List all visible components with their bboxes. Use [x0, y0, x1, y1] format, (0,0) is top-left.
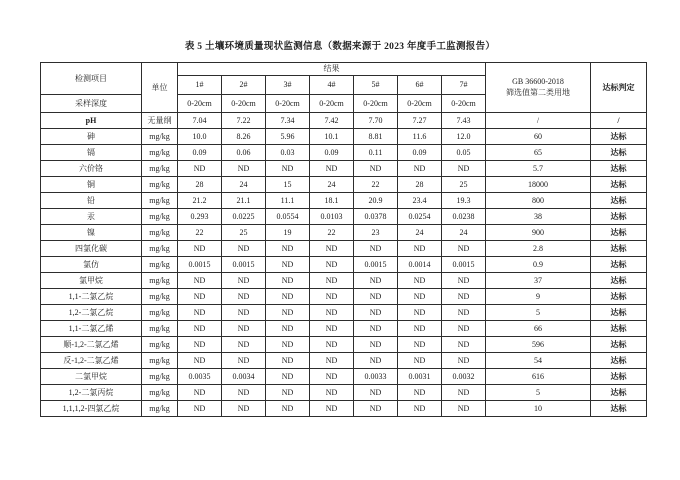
value-cell: 0.0225	[222, 209, 266, 225]
judgment-cell: 达标	[591, 385, 647, 401]
value-cell: ND	[178, 241, 222, 257]
value-cell: ND	[266, 161, 310, 177]
header-depth-3: 0-20cm	[266, 95, 310, 113]
value-cell: ND	[442, 321, 486, 337]
value-cell: ND	[310, 241, 354, 257]
judgment-cell: 达标	[591, 129, 647, 145]
unit-cell: mg/kg	[142, 401, 178, 417]
value-cell: 5.96	[266, 129, 310, 145]
value-cell: 0.0238	[442, 209, 486, 225]
value-cell: 25	[222, 225, 266, 241]
value-cell: ND	[222, 289, 266, 305]
value-cell: 8.81	[354, 129, 398, 145]
unit-cell: 无量纲	[142, 113, 178, 129]
header-sample-2: 2#	[222, 76, 266, 95]
value-cell: 0.0014	[398, 257, 442, 273]
header-judgment: 达标判定	[591, 63, 647, 113]
unit-cell: mg/kg	[142, 209, 178, 225]
value-cell: 11.6	[398, 129, 442, 145]
judgment-cell: 达标	[591, 193, 647, 209]
value-cell: ND	[442, 289, 486, 305]
standard-value-cell: 5.7	[486, 161, 591, 177]
standard-value-cell: 0.9	[486, 257, 591, 273]
value-cell: ND	[266, 401, 310, 417]
standard-value-cell: 37	[486, 273, 591, 289]
unit-cell: mg/kg	[142, 273, 178, 289]
value-cell: ND	[398, 273, 442, 289]
value-cell: 10.0	[178, 129, 222, 145]
judgment-cell: 达标	[591, 145, 647, 161]
value-cell: 0.0015	[222, 257, 266, 273]
value-cell: 0.0033	[354, 369, 398, 385]
value-cell: ND	[266, 369, 310, 385]
header-sample-6: 6#	[398, 76, 442, 95]
unit-cell: mg/kg	[142, 321, 178, 337]
table-row	[41, 209, 647, 225]
standard-value-cell: 5	[486, 385, 591, 401]
item-cell: 二氯甲烷	[41, 369, 142, 385]
value-cell: ND	[222, 401, 266, 417]
value-cell: 22	[178, 225, 222, 241]
item-cell: 铅	[41, 193, 142, 209]
value-cell: ND	[398, 305, 442, 321]
header-unit: 单位	[142, 63, 178, 113]
unit-cell: mg/kg	[142, 193, 178, 209]
item-cell: 氯仿	[41, 257, 142, 273]
value-cell: 0.0378	[354, 209, 398, 225]
unit-cell: mg/kg	[142, 257, 178, 273]
value-cell: ND	[398, 161, 442, 177]
table-row	[41, 305, 647, 321]
value-cell: ND	[178, 321, 222, 337]
value-cell: ND	[266, 257, 310, 273]
item-cell: 汞	[41, 209, 142, 225]
value-cell: ND	[442, 401, 486, 417]
item-cell: 六价铬	[41, 161, 142, 177]
value-cell: 0.06	[222, 145, 266, 161]
header-standard-line1: GB 36600-2018	[512, 76, 564, 86]
judgment-cell: /	[591, 113, 647, 129]
table-row	[41, 113, 647, 129]
judgment-cell: 达标	[591, 225, 647, 241]
header-sample-3: 3#	[266, 76, 310, 95]
judgment-cell: 达标	[591, 209, 647, 225]
judgment-cell: 达标	[591, 401, 647, 417]
unit-cell: mg/kg	[142, 241, 178, 257]
value-cell: 24	[398, 225, 442, 241]
item-cell: 1,1,1,2-四氯乙烷	[41, 401, 142, 417]
value-cell: ND	[398, 353, 442, 369]
value-cell: ND	[310, 337, 354, 353]
value-cell: 7.34	[266, 113, 310, 129]
value-cell: ND	[354, 241, 398, 257]
unit-cell: mg/kg	[142, 177, 178, 193]
value-cell: ND	[354, 305, 398, 321]
standard-value-cell: 900	[486, 225, 591, 241]
value-cell: ND	[442, 305, 486, 321]
value-cell: ND	[178, 161, 222, 177]
value-cell: 28	[398, 177, 442, 193]
value-cell: ND	[222, 337, 266, 353]
value-cell: 0.09	[178, 145, 222, 161]
item-cell: 1,1-二氯乙烷	[41, 289, 142, 305]
header-standard	[486, 63, 591, 113]
value-cell: 23.4	[398, 193, 442, 209]
item-cell: 1,2-二氯乙烷	[41, 305, 142, 321]
value-cell: 0.0554	[266, 209, 310, 225]
header-sample-5: 5#	[354, 76, 398, 95]
value-cell: ND	[266, 305, 310, 321]
value-cell: ND	[354, 289, 398, 305]
value-cell: ND	[310, 257, 354, 273]
value-cell: ND	[178, 273, 222, 289]
value-cell: ND	[266, 337, 310, 353]
value-cell: ND	[222, 305, 266, 321]
table-row	[41, 257, 647, 273]
unit-cell: mg/kg	[142, 289, 178, 305]
item-cell: 反-1,2-二氯乙烯	[41, 353, 142, 369]
value-cell: 0.0015	[354, 257, 398, 273]
table-row	[41, 385, 647, 401]
value-cell: ND	[222, 161, 266, 177]
item-cell: 铜	[41, 177, 142, 193]
item-cell: 氯甲烷	[41, 273, 142, 289]
item-cell: 顺-1,2-二氯乙烯	[41, 337, 142, 353]
judgment-cell: 达标	[591, 369, 647, 385]
value-cell: ND	[354, 385, 398, 401]
judgment-cell: 达标	[591, 289, 647, 305]
judgment-cell: 达标	[591, 273, 647, 289]
table-row	[41, 145, 647, 161]
value-cell: 20.9	[354, 193, 398, 209]
standard-value-cell: 65	[486, 145, 591, 161]
table-row	[41, 129, 647, 145]
value-cell: 0.05	[442, 145, 486, 161]
value-cell: ND	[398, 385, 442, 401]
value-cell: 0.0032	[442, 369, 486, 385]
table-row	[41, 337, 647, 353]
value-cell: ND	[266, 353, 310, 369]
value-cell: 24	[442, 225, 486, 241]
header-standard-line2: 筛选值第二类用地	[506, 87, 571, 97]
value-cell: ND	[354, 353, 398, 369]
header-depth-label: 采样深度	[41, 95, 142, 113]
value-cell: 12.0	[442, 129, 486, 145]
header-row-result	[41, 63, 647, 76]
value-cell: ND	[178, 401, 222, 417]
value-cell: ND	[310, 385, 354, 401]
value-cell: ND	[266, 241, 310, 257]
value-cell: 0.0254	[398, 209, 442, 225]
value-cell: 24	[222, 177, 266, 193]
value-cell: ND	[266, 321, 310, 337]
page-title: 表 5 土壤环境质量现状监测信息（数据来源于 2023 年度手工监测报告）	[184, 42, 496, 52]
judgment-cell: 达标	[591, 321, 647, 337]
value-cell: ND	[398, 337, 442, 353]
unit-cell: mg/kg	[142, 353, 178, 369]
value-cell: ND	[354, 321, 398, 337]
item-cell: 1,1-二氯乙烯	[41, 321, 142, 337]
header-depth-6: 0-20cm	[398, 95, 442, 113]
value-cell: ND	[310, 305, 354, 321]
value-cell: ND	[310, 401, 354, 417]
header-depth-2: 0-20cm	[222, 95, 266, 113]
value-cell: 24	[310, 177, 354, 193]
value-cell: 21.1	[222, 193, 266, 209]
header-sample-1: 1#	[178, 76, 222, 95]
value-cell: ND	[310, 273, 354, 289]
table-body	[41, 113, 647, 417]
value-cell: 21.2	[178, 193, 222, 209]
unit-cell: mg/kg	[142, 145, 178, 161]
value-cell: 0.0103	[310, 209, 354, 225]
standard-value-cell: 800	[486, 193, 591, 209]
value-cell: ND	[266, 273, 310, 289]
table-row	[41, 289, 647, 305]
judgment-cell: 达标	[591, 177, 647, 193]
judgment-cell: 达标	[591, 305, 647, 321]
table-row	[41, 241, 647, 257]
value-cell: ND	[222, 241, 266, 257]
value-cell: 0.0015	[442, 257, 486, 273]
value-cell: ND	[266, 385, 310, 401]
value-cell: 7.04	[178, 113, 222, 129]
unit-cell: mg/kg	[142, 369, 178, 385]
header-depth-4: 0-20cm	[310, 95, 354, 113]
value-cell: 0.03	[266, 145, 310, 161]
item-cell: 1,2-二氯丙烷	[41, 385, 142, 401]
item-cell: 镍	[41, 225, 142, 241]
value-cell: ND	[178, 289, 222, 305]
value-cell: 18.1	[310, 193, 354, 209]
table-header	[41, 63, 647, 113]
value-cell: 7.22	[222, 113, 266, 129]
unit-cell: mg/kg	[142, 161, 178, 177]
value-cell: 19.3	[442, 193, 486, 209]
value-cell: 0.0035	[178, 369, 222, 385]
value-cell: 7.27	[398, 113, 442, 129]
table-row	[41, 369, 647, 385]
value-cell: 0.09	[398, 145, 442, 161]
value-cell: ND	[310, 289, 354, 305]
value-cell: ND	[222, 353, 266, 369]
value-cell: 19	[266, 225, 310, 241]
header-sample-4: 4#	[310, 76, 354, 95]
header-item: 检测项目	[41, 63, 142, 95]
value-cell: 15	[266, 177, 310, 193]
value-cell: ND	[442, 337, 486, 353]
value-cell: ND	[178, 353, 222, 369]
header-depth-5: 0-20cm	[354, 95, 398, 113]
table-row	[41, 353, 647, 369]
value-cell: ND	[398, 241, 442, 257]
standard-value-cell: 2.8	[486, 241, 591, 257]
value-cell: 22	[310, 225, 354, 241]
standard-value-cell: /	[486, 113, 591, 129]
table-row	[41, 273, 647, 289]
judgment-cell: 达标	[591, 241, 647, 257]
value-cell: ND	[398, 289, 442, 305]
standard-value-cell: 10	[486, 401, 591, 417]
value-cell: 23	[354, 225, 398, 241]
value-cell: ND	[442, 273, 486, 289]
table-row	[41, 321, 647, 337]
value-cell: ND	[310, 353, 354, 369]
value-cell: 7.70	[354, 113, 398, 129]
judgment-cell: 达标	[591, 161, 647, 177]
value-cell: ND	[398, 401, 442, 417]
value-cell: ND	[354, 161, 398, 177]
value-cell: ND	[310, 369, 354, 385]
judgment-cell: 达标	[591, 257, 647, 273]
value-cell: 11.1	[266, 193, 310, 209]
value-cell: ND	[310, 161, 354, 177]
value-cell: ND	[442, 385, 486, 401]
unit-cell: mg/kg	[142, 129, 178, 145]
value-cell: 8.26	[222, 129, 266, 145]
unit-cell: mg/kg	[142, 305, 178, 321]
value-cell: ND	[398, 321, 442, 337]
value-cell: ND	[222, 273, 266, 289]
value-cell: ND	[222, 385, 266, 401]
value-cell: ND	[178, 337, 222, 353]
header-depth-7: 0-20cm	[442, 95, 486, 113]
value-cell: 0.11	[354, 145, 398, 161]
value-cell: 0.0031	[398, 369, 442, 385]
value-cell: ND	[442, 241, 486, 257]
table-row	[41, 225, 647, 241]
judgment-cell: 达标	[591, 337, 647, 353]
item-cell: 砷	[41, 129, 142, 145]
standard-value-cell: 18000	[486, 177, 591, 193]
standard-value-cell: 60	[486, 129, 591, 145]
standard-value-cell: 9	[486, 289, 591, 305]
value-cell: ND	[310, 321, 354, 337]
item-cell: 镉	[41, 145, 142, 161]
value-cell: 0.09	[310, 145, 354, 161]
value-cell: 28	[178, 177, 222, 193]
value-cell: 7.43	[442, 113, 486, 129]
standard-value-cell: 66	[486, 321, 591, 337]
value-cell: ND	[178, 305, 222, 321]
value-cell: ND	[178, 385, 222, 401]
item-cell: 四氯化碳	[41, 241, 142, 257]
monitoring-table	[40, 62, 647, 417]
value-cell: ND	[354, 401, 398, 417]
value-cell: ND	[442, 161, 486, 177]
value-cell: 22	[354, 177, 398, 193]
unit-cell: mg/kg	[142, 385, 178, 401]
value-cell: ND	[222, 321, 266, 337]
table-row	[41, 161, 647, 177]
value-cell: 10.1	[310, 129, 354, 145]
value-cell: ND	[354, 337, 398, 353]
table-row	[41, 401, 647, 417]
value-cell: ND	[354, 273, 398, 289]
unit-cell: mg/kg	[142, 337, 178, 353]
item-cell: pH	[41, 113, 142, 129]
header-sample-7: 7#	[442, 76, 486, 95]
standard-value-cell: 54	[486, 353, 591, 369]
header-result: 结果	[178, 63, 486, 76]
standard-value-cell: 616	[486, 369, 591, 385]
standard-value-cell: 596	[486, 337, 591, 353]
standard-value-cell: 5	[486, 305, 591, 321]
judgment-cell: 达标	[591, 353, 647, 369]
header-depth-1: 0-20cm	[178, 95, 222, 113]
standard-value-cell: 38	[486, 209, 591, 225]
value-cell: ND	[266, 289, 310, 305]
table-row	[41, 177, 647, 193]
value-cell: 0.0015	[178, 257, 222, 273]
value-cell: ND	[442, 353, 486, 369]
value-cell: 7.42	[310, 113, 354, 129]
table-row	[41, 193, 647, 209]
value-cell: 25	[442, 177, 486, 193]
unit-cell: mg/kg	[142, 225, 178, 241]
value-cell: 0.0034	[222, 369, 266, 385]
value-cell: 0.293	[178, 209, 222, 225]
